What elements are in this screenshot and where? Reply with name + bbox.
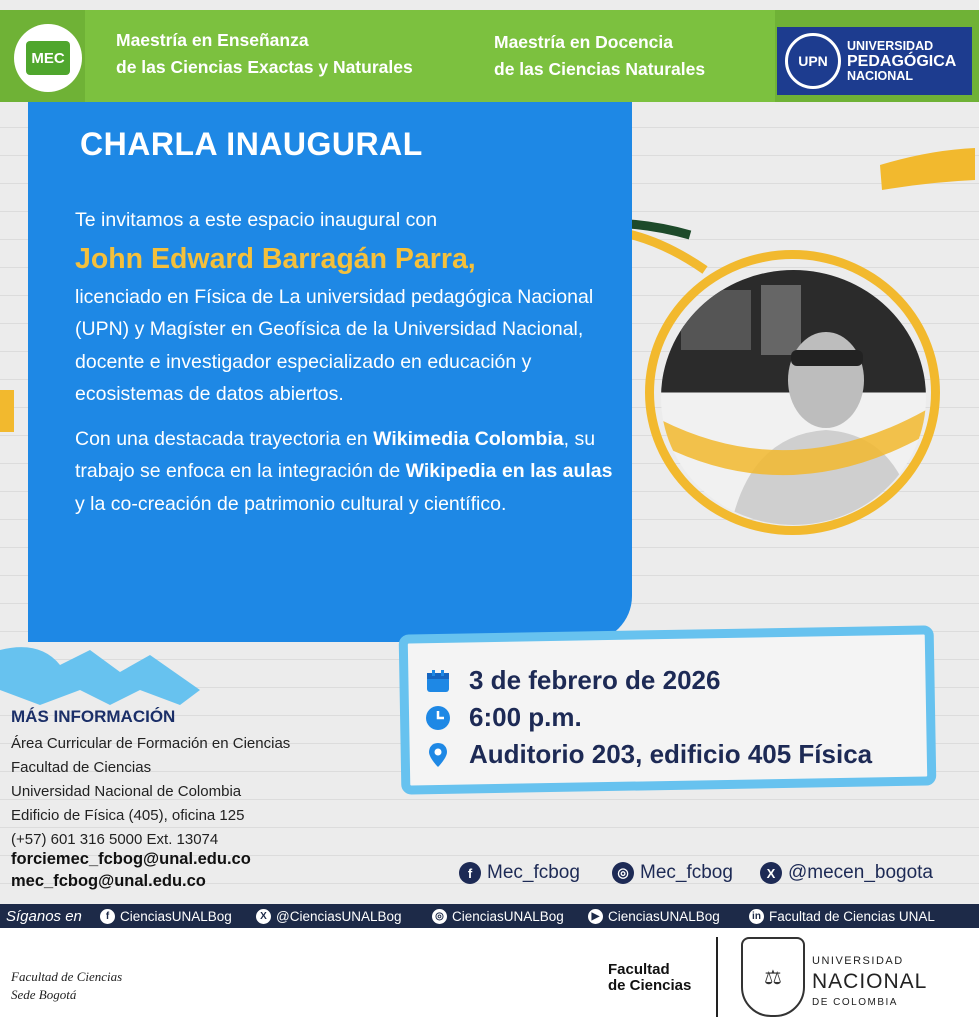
faculty-mid-line-1: Facultad [608, 961, 670, 978]
unal-line-3: DE COLOMBIA [812, 997, 898, 1008]
mec-label: MEC [31, 49, 65, 67]
more-info-title: MÁS INFORMACIÓN [11, 707, 176, 726]
speaker-name: John Edward Barragán Parra, [75, 242, 476, 275]
upn-logo [777, 27, 972, 95]
contact-phone: (+57) 601 316 5000 Ext. 13074 [11, 831, 219, 848]
unal-logo [812, 952, 927, 1012]
card-body [75, 204, 620, 520]
linkedin-icon: in [749, 909, 764, 924]
bar-youtube-label: CienciasUNALBog [608, 908, 720, 924]
instagram-icon: ◎ [432, 909, 447, 924]
card-intro: Te invitamos a este espacio inaugural con [75, 209, 438, 231]
trajectory-text-e: y la co-creación de patrimonio cultural y científico. [75, 492, 507, 515]
upn-line-2: PEDAGÓGICA [847, 52, 957, 70]
follow-bar [0, 904, 979, 928]
event-time [425, 702, 582, 733]
program-2-line-2: de las Ciencias Naturales [494, 59, 706, 79]
youtube-icon: ▶ [588, 909, 603, 924]
faculty-signature [11, 968, 122, 1004]
follow-label: Síganos en [6, 907, 82, 925]
program-2-line-1: Maestría en Docencia [494, 32, 673, 52]
program-2 [494, 29, 705, 83]
email-link-1[interactable]: forciemec_fcbog@unal.edu.co [11, 850, 251, 868]
bar-instagram[interactable] [432, 904, 564, 928]
program-1-line-2: de las Ciencias Exactas y Naturales [116, 57, 413, 77]
contact-line: Edificio de Física (405), oficina 125 [11, 807, 245, 824]
bar-facebook[interactable] [100, 904, 232, 928]
calendar-icon [425, 668, 451, 694]
mec-logo [14, 24, 82, 92]
trajectory-text-c: , su trabajo se enfoca en la integración de [75, 427, 596, 482]
event-time-text: 6:00 p.m. [469, 702, 582, 732]
bar-youtube[interactable] [588, 904, 720, 928]
upn-monogram-icon [785, 33, 841, 89]
trajectory-text-a: Con una destacada trayectoria en [75, 427, 374, 450]
facebook-icon: f [459, 862, 481, 884]
instagram-icon: ◎ [612, 862, 634, 884]
bar-facebook-label: CienciasUNALBog [120, 908, 232, 924]
unal-line-2: NACIONAL [812, 970, 928, 993]
unal-line-1: UNIVERSIDAD [812, 955, 904, 967]
trajectory-wikipedia: Wikipedia en las aulas [405, 460, 613, 482]
email-link-2[interactable]: mec_fcbog@unal.edu.co [11, 872, 206, 890]
trajectory-wikimedia: Wikimedia Colombia [373, 427, 564, 450]
contact-line: Universidad Nacional de Colombia [11, 783, 242, 800]
bar-instagram-label: CienciasUNALBog [452, 908, 564, 924]
bar-x[interactable] [256, 904, 402, 928]
location-icon [425, 742, 451, 768]
upn-monogram: UPN [798, 53, 828, 69]
book-icon [26, 41, 70, 75]
facebook-icon: f [100, 909, 115, 924]
divider [716, 937, 718, 1017]
bar-linkedin[interactable] [749, 904, 935, 928]
faculty-mid-line-2: de Ciencias [608, 977, 692, 994]
event-place [425, 739, 872, 770]
unal-seal-icon: ⚖ [741, 937, 805, 1017]
social-facebook[interactable] [459, 862, 580, 884]
social-facebook-label: Mec_fcbog [487, 862, 580, 883]
upn-line-1: UNIVERSIDAD [847, 38, 934, 53]
social-instagram-label: Mec_fcbog [640, 862, 733, 883]
faculty-logo-text [608, 962, 691, 994]
social-x[interactable] [760, 862, 933, 884]
event-place-text: Auditorio 203, edificio 405 Física [469, 739, 873, 769]
event-date [425, 665, 720, 696]
program-1 [116, 27, 413, 81]
clock-icon [425, 705, 451, 731]
bar-linkedin-label: Facultad de Ciencias UNAL [769, 908, 935, 924]
program-1-line-1: Maestría en Enseñanza [116, 30, 309, 50]
contact-emails [11, 848, 251, 892]
event-date-text: 3 de febrero de 2026 [469, 665, 721, 695]
photo-ring [645, 250, 940, 535]
faculty-line-1: Facultad de Ciencias [11, 969, 123, 984]
upn-line-3: NACIONAL [847, 68, 913, 83]
page-title: CHARLA INAUGURAL [80, 126, 423, 162]
contact-line: Facultad de Ciencias [11, 759, 152, 776]
bar-x-label: @CienciasUNALBog [276, 908, 402, 924]
contact-lines [11, 732, 290, 852]
social-instagram[interactable] [612, 862, 733, 884]
speaker-bio: licenciado en Física de La universidad pedagógica Nacional (UPN) y Magíster en Geofísica de la Universidad Nacional, docente e investigador especializado en educación y ecosistemas de datos abiertos. [75, 285, 594, 405]
x-icon: X [256, 909, 271, 924]
faculty-line-2: Sede Bogotá [11, 987, 77, 1002]
speaker-trajectory [75, 423, 620, 521]
contact-line: Área Curricular de Formación en Ciencias [11, 735, 291, 752]
social-x-label: @mecen_bogota [788, 862, 933, 883]
x-icon: X [760, 862, 782, 884]
